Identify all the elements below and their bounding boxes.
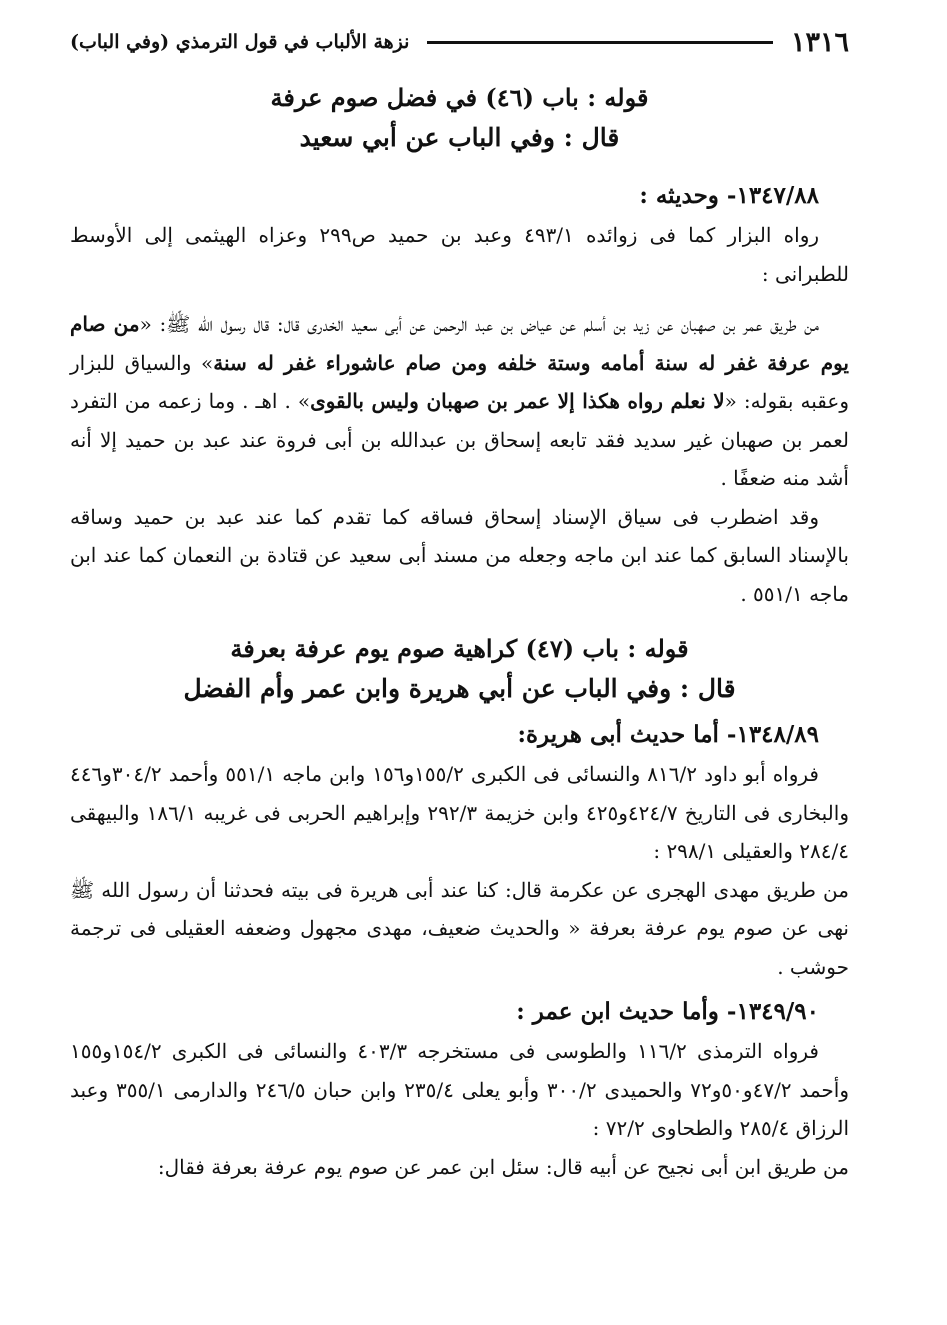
section-2-subtitle: قال : وفي الباب عن أبي هريرة وابن عمر وأم الفضل (183, 674, 736, 703)
page-number: ١٣١٦ (790, 26, 849, 58)
running-header (70, 22, 849, 62)
hadith-1347-takhrij: رواه البزار كما فى زوائده ٤٩٣/١ وعبد بن حميد ص٢٩٩ وعزاه الهيثمى إلى الأوسط للطبرانى : (70, 223, 849, 286)
section-1-subtitle: قال : وفي الباب عن أبي سعيد (299, 123, 620, 152)
hadith-1349-heading: ١٣٤٩/٩٠- وأما حديث ابن عمر : (516, 998, 819, 1025)
header-rule (427, 41, 773, 44)
isnad-text: » والسياق للبزار وعقبه بقوله: « (70, 350, 849, 413)
page-body (70, 78, 849, 1186)
section-1-title: قوله : باب (٤٦) في فضل صوم عرفة (270, 83, 649, 112)
section-2-title: قوله : باب (٤٧) كراهية صوم يوم عرفة بعرفة (230, 634, 689, 663)
isnad-text: من طريق عمر بن صهبان عن زيد بن أسلم عن عياض بن عبد الرحمن عن أبى سعيد الخدرى قال: قال رسول الله ﷺ: « (139, 312, 820, 336)
hadith-1347-isnad (70, 305, 849, 498)
hadith-1348-isnad: من طريق مهدى الهجرى عن عكرمة قال: كنا عند أبى هريرة فى بيته فحدثنا أن رسول الله ﷺ نهى عن صوم يوم عرفة بعرفة « والحديث ضعيف، مهدى مجهول وضعفه العقيلى فى ترجمة حوشب . (70, 877, 849, 979)
hadith-1347-heading: ١٣٤٧/٨٨- وحديثه : (639, 182, 819, 209)
hadith-1348-heading: ١٣٤٨/٨٩- أما حديث أبى هريرة: (517, 721, 819, 748)
hadith-matn: من صام يوم عرفة غفر له سنة أمامه وستة خلفه ومن صام عاشوراء غفر له سنة (70, 312, 849, 375)
isnad-text: » . اهـ . وما زعمه من التفرد لعمر بن صهبان غير سديد فقد تابعه إسحاق بن عبدالله بن أبى فروة عند عبد بن حميد إلا أنه أشد منه ضعفًا . (70, 389, 849, 490)
hadith-1347-idtirab: وقد اضطرب فى سياق الإسناد إسحاق فساقه كما تقدم كما عند عبد بن حميد وساقه بالإسناد السابق كما عند ابن ماجه وجعله من مسند أبى سعيد عن قتادة بن النعمان كما عند ابن ماجه ٥٥١/١ . (70, 504, 849, 606)
hadith-1349-takhrij: فرواه الترمذى ١١٦/٢ والطوسى فى مستخرجه ٤٠٣/٣ والنسائى فى الكبرى ١٥٤/٢و١٥٥ وأحمد ٤٧/٢و٥٠و٧٢ والحميدى ٣٠٠/٢ وأبو يعلى ٢٣٥/٤ وابن حبان ٢٤٦/٥ والدارمى ٣٥٥/١ وعبد الرزاق ٢٨٥/٤ والطحاوى ٧٢/٢ : (70, 1039, 850, 1140)
bazzar-comment: لا نعلم رواه هكذا إلا عمر بن صهبان وليس بالقوى (310, 389, 725, 413)
hadith-1349-isnad: من طريق ابن أبى نجيح عن أبيه قال: سئل ابن عمر عن صوم يوم عرفة بعرفة فقال: (157, 1154, 849, 1179)
hadith-1348-takhrij: فرواه أبو داود ٨١٦/٢ والنسائى فى الكبرى ١٥٥/٢و١٥٦ وابن ماجه ٥٥١/١ وأحمد ٣٠٤/٢و٤٤٦ والبخارى فى التاريخ ٤٢٤/٧و٤٢٥ وابن خزيمة ٢٩٢/٣ وإبراهيم الحربى فى غريبه ١٨٦/١ والبيهقى ٢٨٤/٤ والعقيلى ٢٩٨/١ : (70, 762, 849, 863)
running-header-title: نزهة الألباب في قول الترمذي (وفي الباب) (70, 31, 410, 53)
